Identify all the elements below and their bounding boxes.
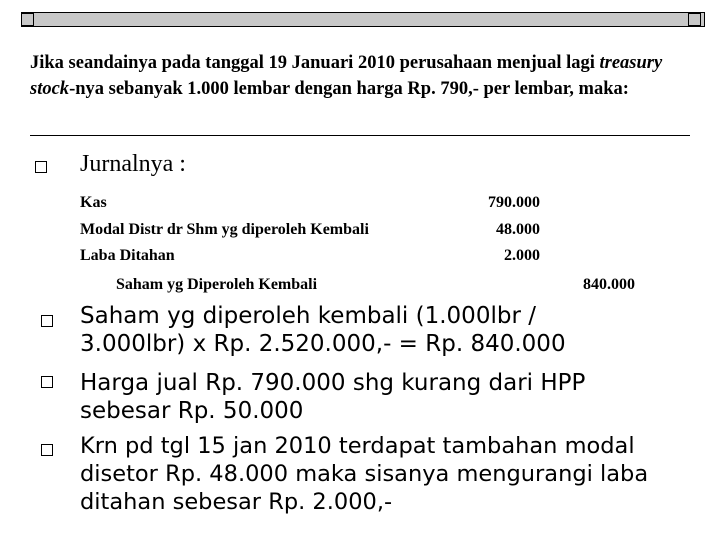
journal-debit: 790.000 <box>488 194 540 211</box>
journal-credit: 840.000 <box>583 276 635 293</box>
jurnal-label: Jurnalnya : <box>80 151 186 177</box>
journal-account: Laba Ditahan <box>80 247 175 264</box>
point-item <box>80 302 720 358</box>
heading-text-end: -nya sebanyak 1.000 lembar dengan harga Rp. 790,- per lembar, maka: <box>69 79 629 99</box>
journal-account: Modal Distr dr Shm yg diperoleh Kembali <box>80 221 369 238</box>
journal-account: Kas <box>80 194 107 211</box>
point-line: 3.000lbr) x Rp. 2.520.000,- = Rp. 840.000 <box>80 331 566 357</box>
left-square-icon <box>21 13 34 26</box>
point-item <box>80 432 720 516</box>
heading-divider <box>30 135 690 136</box>
point-line: Krn pd tgl 15 jan 2010 terdapat tambahan modal <box>80 433 635 459</box>
title-bar <box>21 12 705 27</box>
journal-account: Saham yg Diperoleh Kembali <box>116 276 318 293</box>
bullet-square-icon <box>41 444 53 456</box>
slide-heading <box>30 50 700 102</box>
heading-text-start: Jika seandainya pada tanggal 19 Januari 2010 perusahaan menjual lagi <box>30 53 600 73</box>
point-line: disetor Rp. 48.000 maka sisanya mengurangi laba <box>80 461 649 487</box>
point-line: sebesar Rp. 50.000 <box>80 398 304 424</box>
right-square-icon <box>688 13 701 26</box>
point-line: Saham yg diperoleh kembali (1.000lbr / <box>80 303 536 329</box>
bullet-square-icon <box>35 161 47 173</box>
point-line: Harga jual Rp. 790.000 shg kurang dari HPP <box>80 370 586 396</box>
journal-debit: 2.000 <box>504 247 540 264</box>
journal-debit: 48.000 <box>496 221 540 238</box>
point-line: ditahan sebesar Rp. 2.000,- <box>80 489 393 515</box>
bullet-square-icon <box>41 376 53 388</box>
bullet-square-icon <box>41 315 53 327</box>
point-item <box>80 369 720 425</box>
heading-italic-term: treasury stock <box>30 53 663 99</box>
